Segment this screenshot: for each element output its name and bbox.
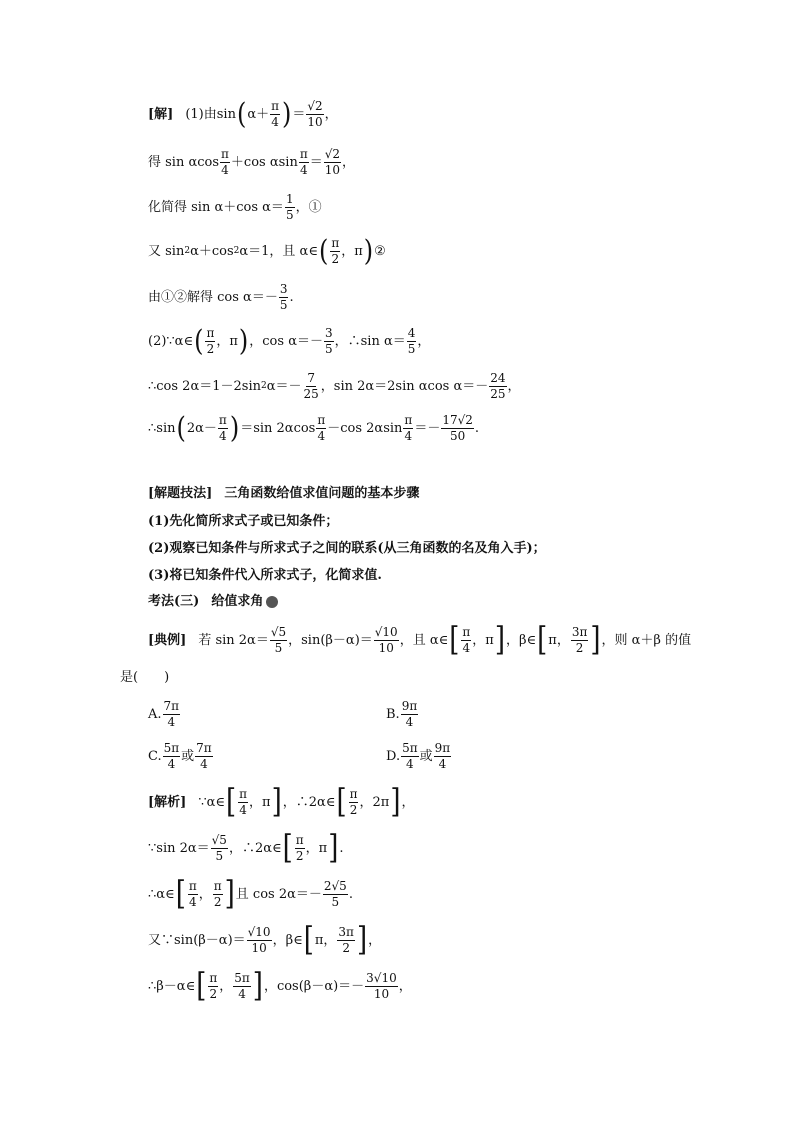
fraction-numerator: π — [271, 99, 279, 113]
analysis-tag: [解析] — [148, 794, 187, 810]
method-tag: [解题技法] — [148, 486, 213, 501]
example-text-b: ，sin(β－α)＝ — [288, 632, 373, 648]
fraction-denominator: 4 — [188, 894, 197, 909]
fraction-numerator: π — [299, 147, 308, 161]
l4-text-a: 又 sin — [148, 243, 185, 259]
l8-text-d: ＝－ — [414, 420, 441, 436]
frac-24-over-25 — [489, 372, 506, 400]
kaofa-title: 给值求角 — [211, 594, 264, 609]
l6-text-c: ，∴sin α＝ — [334, 333, 406, 349]
fraction-numerator: 7π — [196, 741, 212, 755]
frac-7-over-25 — [303, 372, 320, 400]
fraction-denominator: 4 — [239, 802, 247, 817]
a2-text-c: . — [339, 840, 344, 856]
fraction-numerator: 9π — [401, 699, 418, 713]
pi-comma: ，π — [249, 794, 271, 810]
a1-text-c: ，2π — [359, 794, 390, 810]
frac-pi-over-2 — [295, 834, 305, 862]
comma: ， — [324, 106, 338, 122]
a1-text-b: ，∴2α∈ — [282, 794, 336, 810]
equals: ＝ — [292, 106, 306, 122]
superscript-2: 2 — [184, 245, 191, 256]
superscript-2: 2 — [260, 380, 267, 391]
fraction-denominator: 4 — [221, 162, 229, 177]
solution-line-8 — [148, 411, 480, 445]
fraction-numerator: 3π — [338, 925, 354, 939]
frac-7pi-over-4 — [163, 700, 181, 728]
kaofa-label: 考法(三) — [148, 594, 200, 609]
frac-3pi-over-2 — [337, 926, 355, 954]
frac-3-over-5 — [324, 327, 334, 355]
fraction-denominator: 4 — [238, 986, 246, 1001]
fraction-denominator: 5 — [285, 207, 294, 222]
l3-text-a: 化简得 sin α＋cos α＝ — [148, 199, 284, 215]
frac-pi-over-4 — [188, 880, 198, 908]
bracket-open: [ — [336, 783, 347, 821]
a2-text-b: ，∴2α∈ — [228, 840, 282, 856]
method-step-3 — [148, 569, 382, 582]
frac-sqrt2-over-10 — [306, 100, 323, 128]
step-1-text: (1)先化简所求式子或已知条件； — [148, 514, 339, 529]
bracket-open: [ — [282, 829, 293, 867]
fraction-numerator: π — [221, 147, 229, 161]
a1-text-d: ， — [401, 794, 415, 810]
fraction-denominator: 5 — [215, 848, 224, 863]
comma: ， — [219, 978, 233, 994]
a4-text-a: 又∵sin(β－α)＝ — [148, 932, 246, 948]
solution-line-1 — [148, 97, 338, 131]
fraction-numerator: 7π — [163, 699, 180, 713]
frac-2sqrt5-over-5 — [323, 880, 348, 908]
frac-pi-over-4 — [218, 414, 228, 442]
bracket-close: ] — [271, 783, 282, 821]
fraction-denominator: 5 — [279, 297, 288, 312]
fraction-denominator: 10 — [307, 114, 323, 129]
pi-comma: π， — [314, 932, 337, 948]
fraction-denominator: 2 — [331, 251, 340, 266]
alpha-plus: α＋ — [247, 106, 270, 122]
example-line-2 — [120, 671, 169, 684]
fraction-numerator: 5π — [402, 741, 418, 755]
fraction-denominator: 4 — [405, 714, 414, 729]
fraction-numerator: √2 — [324, 147, 341, 161]
frac-pi-over-4 — [270, 100, 280, 128]
step-3-text: (3)将已知条件代入所求式子，化简求值. — [148, 568, 382, 583]
comma: ， — [507, 378, 521, 394]
pi-comma: π， — [548, 632, 570, 648]
option-a-label: A. — [148, 706, 162, 722]
analysis-line-2 — [148, 829, 344, 867]
frac-pi-over-4 — [220, 148, 230, 176]
fraction-numerator: √5 — [270, 625, 287, 639]
paren-open: ( — [318, 234, 329, 268]
a3-text-c: . — [348, 886, 353, 902]
frac-1-over-5 — [285, 193, 295, 221]
fraction-denominator: 2 — [295, 848, 304, 863]
fraction-denominator: 5 — [407, 341, 416, 356]
frac-sqrt10-over-10 — [247, 926, 272, 954]
equals: ＝ — [309, 154, 323, 170]
paren-close: ) — [229, 411, 240, 445]
bracket-open: [ — [537, 621, 548, 659]
frac-pi-over-2 — [205, 327, 215, 355]
fraction-numerator: √10 — [247, 925, 271, 939]
fraction-denominator: 2 — [213, 894, 222, 909]
frac-sqrt5-over-5 — [211, 834, 228, 862]
frac-17sqrt2-over-50 — [441, 414, 474, 442]
fraction-denominator: 5 — [324, 341, 333, 356]
fraction-denominator: 2 — [349, 802, 358, 817]
l8-text-c: －cos 2αsin — [327, 420, 403, 436]
bracket-close: ] — [590, 621, 601, 659]
option-d[interactable] — [386, 742, 452, 770]
l7-text-b: α＝－ — [266, 378, 302, 394]
paren-open: ( — [176, 411, 186, 445]
fraction-denominator: 2 — [209, 986, 218, 1001]
fraction-numerator: π — [295, 833, 304, 847]
example-text-e: ，则 α＋β 的值 — [601, 632, 692, 648]
fraction-numerator: π — [209, 971, 218, 985]
comma: ， — [198, 886, 212, 902]
fraction-numerator: 3√10 — [366, 971, 397, 985]
a2-text-a: ∵sin 2α＝ — [148, 840, 210, 856]
fraction-numerator: 5π — [234, 971, 250, 985]
circle-number-2: ② — [374, 243, 386, 259]
fraction-denominator: 4 — [462, 640, 471, 655]
l6-text-d: ， — [417, 333, 431, 349]
fraction-denominator: 4 — [404, 428, 413, 443]
frac-5pi-over-4 — [233, 972, 251, 1000]
l6-text-b: ，cos α＝－ — [249, 333, 323, 349]
or-text: 或 — [419, 748, 433, 764]
method-step-1 — [148, 515, 338, 528]
frac-9pi-over-4 — [434, 742, 452, 770]
example-continuation: 是( ) — [120, 670, 170, 685]
frac-sqrt5-over-5 — [270, 626, 287, 654]
step-2-text: (2)观察已知条件与所求式子之间的联系(从三角函数的名及角入手)； — [148, 541, 546, 556]
solution-line-2 — [148, 148, 355, 176]
paren-close: ) — [281, 97, 292, 131]
frac-5pi-over-4 — [401, 742, 419, 770]
option-d-label: D. — [386, 748, 401, 764]
frac-3sqrt10-over-10 — [365, 972, 398, 1000]
superscript-2: 2 — [233, 245, 240, 256]
paren-close: ) — [363, 234, 374, 268]
option-c-label: C. — [148, 748, 162, 764]
frac-sqrt2-over-10 — [324, 148, 341, 176]
fraction-numerator: 24 — [490, 371, 506, 385]
option-a[interactable] — [148, 700, 181, 728]
fraction-numerator: π — [349, 787, 358, 801]
bracket-open: [ — [226, 783, 237, 821]
frac-9pi-over-4 — [401, 700, 419, 728]
bracket-open: [ — [449, 621, 460, 659]
solution-line-4 — [148, 234, 386, 268]
bracket-open: [ — [175, 875, 186, 913]
frac-pi-over-4 — [403, 414, 413, 442]
l8-text-a: ∴sin — [148, 420, 176, 436]
l2-text-b: ＋cos αsin — [230, 154, 298, 170]
fraction-denominator: 5 — [331, 894, 340, 909]
fraction-numerator: π — [239, 787, 248, 801]
bracket-close: ] — [328, 829, 339, 867]
l3-text-b: ，① — [295, 199, 322, 215]
bracket-open: [ — [303, 921, 314, 959]
frac-pi-over-4 — [299, 148, 309, 176]
fraction-denominator: 2 — [206, 341, 215, 356]
fraction-numerator: π — [462, 625, 471, 639]
fraction-denominator: 25 — [490, 386, 506, 401]
pi-comma: ，π — [472, 632, 494, 648]
pi-comma: ，π — [341, 243, 363, 259]
fraction-denominator: 4 — [317, 428, 326, 443]
fraction-denominator: 10 — [378, 640, 394, 655]
frac-pi-over-2 — [213, 880, 223, 908]
frac-pi-over-2 — [349, 788, 359, 816]
fraction-numerator: 3 — [279, 282, 288, 296]
fraction-numerator: π — [317, 413, 326, 427]
example-text-d: ，β∈ — [505, 632, 537, 648]
frac-sqrt10-over-10 — [374, 626, 399, 654]
pi-comma: ，π — [216, 333, 238, 349]
bracket-close: ] — [224, 875, 235, 913]
analysis-line-5 — [148, 967, 412, 1005]
or-text: 或 — [181, 748, 195, 764]
two-alpha-minus: 2α－ — [186, 420, 217, 436]
a5-text-a: ∴β－α∈ — [148, 978, 196, 994]
fraction-numerator: π — [218, 413, 227, 427]
a3-text-b: 且 cos 2α＝－ — [235, 886, 322, 902]
analysis-line-1 — [148, 783, 415, 821]
l6-text-a: (2)∵α∈ — [148, 333, 194, 349]
method-title: 三角函数给值求值问题的基本步骤 — [224, 486, 420, 501]
fraction-denominator: 5 — [274, 640, 283, 655]
fraction-numerator: 9π — [434, 741, 451, 755]
bracket-close: ] — [356, 921, 368, 959]
fraction-numerator: 1 — [285, 192, 294, 206]
fraction-denominator: 10 — [373, 986, 390, 1001]
fraction-numerator: π — [206, 326, 215, 340]
fraction-denominator: 4 — [406, 756, 414, 771]
frac-pi-over-4 — [461, 626, 471, 654]
example-text-c: ，且 α∈ — [399, 632, 449, 648]
filled-circle-icon — [266, 596, 278, 608]
example-line-1 — [148, 621, 692, 659]
fraction-denominator: 4 — [167, 756, 176, 771]
fraction-numerator: π — [213, 879, 222, 893]
fraction-numerator: 5π — [163, 741, 180, 755]
frac-3pi-over-2 — [571, 626, 589, 654]
a4-text-c: ， — [368, 932, 382, 948]
l5-text-a: 由①②解得 cos α＝－ — [148, 289, 278, 305]
paren-open: ( — [236, 97, 247, 131]
paren-open: ( — [194, 324, 204, 358]
fraction-denominator: 4 — [299, 162, 308, 177]
sin-text: sin — [216, 106, 236, 122]
analysis-line-3 — [148, 875, 353, 913]
fraction-numerator: π — [331, 236, 340, 250]
fraction-denominator: 2 — [342, 940, 350, 955]
frac-3-over-5 — [279, 283, 289, 311]
frac-5pi-over-4 — [163, 742, 181, 770]
solution-line-3 — [148, 193, 322, 221]
fraction-denominator: 25 — [303, 386, 319, 401]
paren-close: ) — [238, 324, 249, 358]
bracket-close: ] — [494, 621, 505, 659]
example-text-a: 若 sin 2α＝ — [198, 632, 269, 648]
method-heading — [148, 487, 419, 500]
solution-tag: [解] — [148, 106, 174, 122]
fraction-numerator: √10 — [374, 625, 398, 639]
a3-text-a: ∴α∈ — [148, 886, 175, 902]
fraction-denominator: 4 — [438, 756, 447, 771]
fraction-numerator: √5 — [211, 833, 227, 847]
a4-text-b: ，β∈ — [272, 932, 303, 948]
bracket-close: ] — [252, 967, 263, 1005]
option-b-label: B. — [386, 706, 400, 722]
l4-text-c: α＝1，且 α∈ — [239, 243, 318, 259]
fraction-numerator: 2√5 — [323, 879, 347, 893]
frac-pi-over-4 — [238, 788, 248, 816]
fraction-denominator: 4 — [219, 428, 227, 443]
fraction-numerator: π — [188, 879, 197, 893]
l8-text-b: ＝sin 2αcos — [240, 420, 316, 436]
fraction-denominator: 4 — [271, 114, 279, 129]
option-b[interactable] — [386, 700, 419, 728]
fraction-numerator: 4 — [407, 326, 416, 340]
bracket-open: [ — [196, 967, 207, 1005]
fraction-numerator: 17√2 — [442, 413, 473, 427]
fraction-numerator: π — [404, 413, 413, 427]
fraction-numerator: √2 — [307, 99, 323, 113]
comma: ， — [342, 154, 356, 170]
part1-label: (1)由 — [185, 106, 217, 122]
fraction-denominator: 4 — [167, 714, 176, 729]
fraction-numerator: 7 — [307, 371, 315, 385]
analysis-line-4 — [148, 921, 382, 959]
fraction-numerator: 3 — [324, 326, 333, 340]
frac-pi-over-2 — [208, 972, 218, 1000]
fraction-denominator: 4 — [200, 756, 208, 771]
fraction-denominator: 10 — [251, 940, 267, 955]
frac-7pi-over-4 — [195, 742, 213, 770]
period: . — [289, 289, 294, 305]
l4-text-b: α＋cos — [190, 243, 234, 259]
solution-line-5 — [148, 283, 294, 311]
frac-pi-over-2 — [330, 237, 340, 265]
a1-text-a: ∵α∈ — [198, 794, 225, 810]
frac-pi-over-4 — [316, 414, 326, 442]
pi-comma: ，π — [305, 840, 328, 856]
solution-line-6 — [148, 324, 431, 358]
bracket-close: ] — [390, 783, 401, 821]
fraction-denominator: 10 — [324, 162, 341, 177]
fraction-denominator: 50 — [449, 428, 466, 443]
l2-text-a: 得 sin αcos — [148, 154, 220, 170]
example-tag: [典例] — [148, 632, 187, 648]
frac-4-over-5 — [407, 327, 417, 355]
l7-text-c: ，sin 2α＝2sin αcos α＝－ — [320, 378, 489, 394]
kaofa-heading — [148, 595, 278, 608]
solution-line-7 — [148, 372, 521, 400]
method-step-2 — [148, 542, 546, 555]
fraction-numerator: 3π — [571, 625, 588, 639]
fraction-denominator: 2 — [575, 640, 584, 655]
option-c[interactable] — [148, 742, 214, 770]
a5-text-b: ，cos(β－α)＝－ — [263, 978, 365, 994]
a5-text-c: ， — [398, 978, 412, 994]
l7-text-a: ∴cos 2α＝1－2sin — [148, 378, 261, 394]
period: . — [474, 420, 480, 436]
